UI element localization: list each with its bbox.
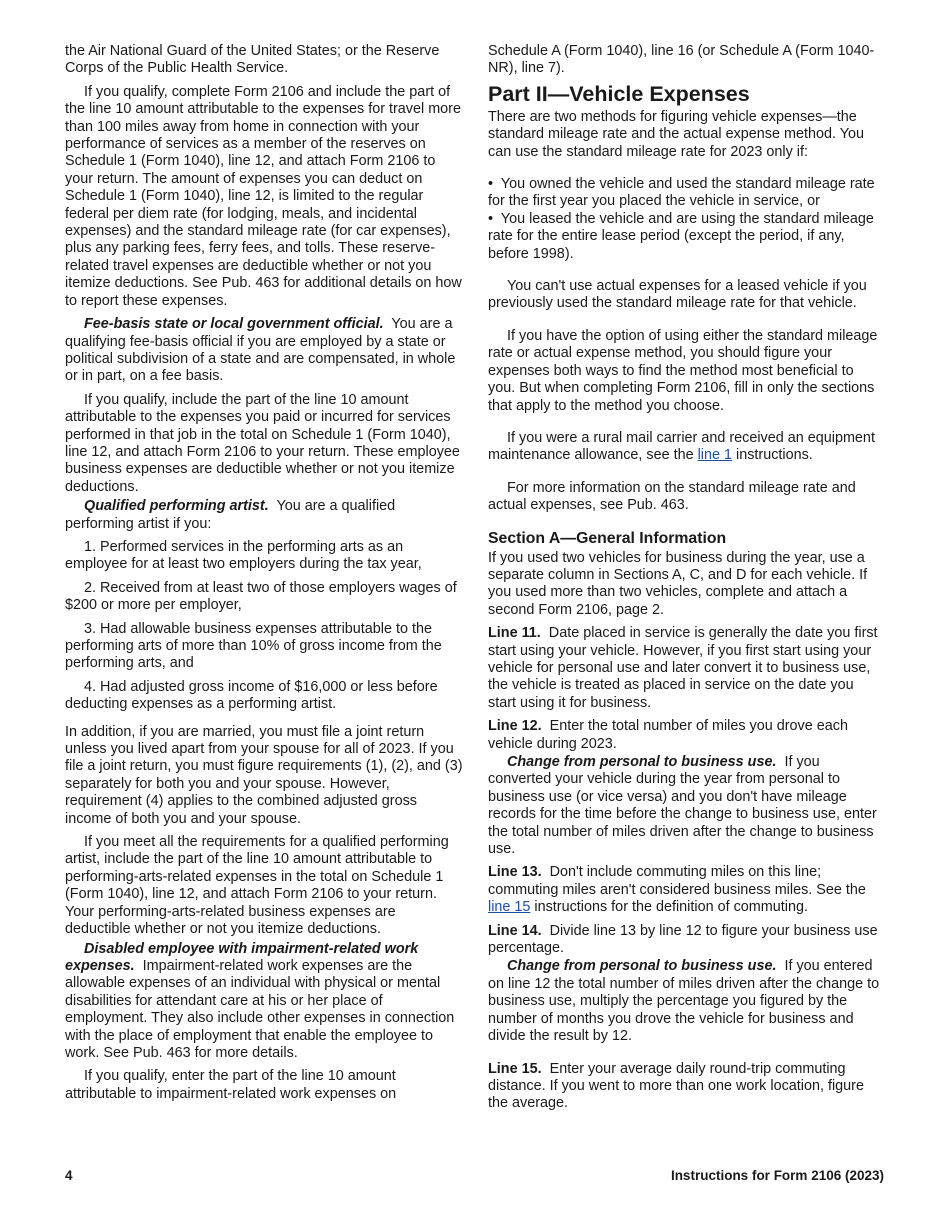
paragraph-line-12 — [488, 718, 884, 753]
paragraph: If you qualify, include the part of the line 10 amount attributable to the expenses you paid or incurred for services performed in that job in the total on Schedule 1 (Form 1040), line 12, and attach Form 2106 to your return. These employee business expenses are deductible whether or not you itemize deductions. — [65, 391, 460, 495]
bullet-item — [488, 211, 884, 263]
paragraph-text: If you were a rural mail carrier and received an equipment maintenance allowance, see the — [488, 429, 875, 464]
paragraph-line-11 — [488, 625, 884, 712]
paragraph: the Air National Guard of the United States; or the Reserve Corps of the Public Health Service. — [65, 43, 440, 77]
paragraph: Schedule A (Form 1040), line 16 (or Schedule A (Form 1040-NR), line 7). — [488, 43, 875, 77]
run-in-heading: Change from personal to business use. — [507, 958, 777, 975]
page-number: 4 — [65, 1168, 73, 1183]
run-in-heading: Change from personal to business use. — [507, 754, 777, 770]
paragraph-text: Impairment-related work expenses are the allowable expenses of an individual with physical or mental disabilities for attendant care at his or her place of employment. They also include other expenses in connection with the place of employment that enable the employee to work. See Pub. 463 for more details. — [65, 957, 455, 1061]
paragraph: If you used two vehicles for business during the year, use a separate column in Sections A, C, and D for each vehicle. If you used more than two vehicles, complete and attach a second Form 2106, page 2. — [488, 549, 868, 618]
paragraph-text: instructions. — [736, 447, 813, 464]
paragraph-text: Enter the total number of miles you drove each vehicle during 2023. — [488, 718, 848, 752]
paragraph: You can't use actual expenses for a leased vehicle if you previously used the standard mileage rate for that vehicle. — [488, 278, 867, 312]
paragraph: If you have the option of using either the standard mileage rate or actual expense method, you should figure your expenses both ways to find the method most beneficial to you. But when completing Form 2106, fill in only the sections that apply to the method you choose. — [488, 327, 878, 414]
paragraph-text: You are a qualified performing artist if you: — [65, 498, 396, 532]
bullet-icon: • — [488, 210, 494, 227]
bullet-icon: • — [488, 176, 494, 193]
run-in-heading: Line 11. — [488, 625, 541, 642]
line-1-link[interactable]: line 1 — [697, 447, 733, 464]
paragraph-text: Date placed in service is generally the date you first start using your vehicle. However, if you first start using your vehicle for personal use and later convert it to business use, the vehicle is treated as placed in service on the date you start using it for business. — [488, 625, 878, 711]
paragraph: There are two methods for figuring vehicle expenses—the standard mileage rate and the actual expense method. You can use the standard mileage rate for 2023 only if: — [488, 108, 865, 160]
section-heading-part-ii: Part II—Vehicle Expenses — [488, 81, 750, 106]
paragraph-line-15 — [488, 1061, 884, 1113]
paragraph-change-business-use — [488, 754, 884, 858]
paragraph-qualified-performing-artist — [65, 498, 463, 533]
paragraph-text: instructions for the definition of commuting. — [534, 899, 808, 916]
paragraph-line-13 — [488, 864, 884, 916]
paragraph-change-business-use — [488, 958, 884, 1045]
paragraph: In addition, if you are married, you must file a joint return unless you lived apart from your spouse for all of 2023. If you file a joint return, you must figure requirements (1), (2), and (3) separately for both you and your spouse. However, requirement (4) applies to the combined adjusted gross income of both you and your spouse. — [65, 723, 463, 827]
paragraph-text: Don't include commuting miles on this line; commuting miles aren't considered business miles. See the — [488, 864, 866, 898]
left-column — [65, 43, 463, 1103]
paragraph: If you qualify, complete Form 2106 and include the part of the line 10 amount attributable to the expenses for travel more than 100 miles away from home in connection with your performance of services as a member of the reserves on Schedule 1 (Form 1040), line 12, and attach Form 2106 to your return. The amount of expenses you can deduct on Schedule 1 (Form 1040), line 12, is limited to the regular federal per diem rate (for lodging, meals, and incidental expenses) and the standard mileage rate (for car expenses), plus any parking fees, ferry fees, and tolls. These reserve-related travel expenses are deductible whether or not you itemize deductions. See Pub. 463 for additional details on how to report these expenses. — [65, 83, 462, 309]
right-column — [488, 43, 884, 1113]
run-in-heading: Disabled employee with impairment-related work expenses. — [65, 940, 419, 974]
paragraph-line-14 — [488, 923, 884, 958]
run-in-heading: Qualified performing artist. — [84, 498, 269, 515]
run-in-heading: Fee-basis state or local government official. — [84, 316, 384, 333]
paragraph-fee-basis — [65, 316, 463, 386]
paragraph-disabled-employee — [65, 941, 463, 1063]
list-item: 1. Performed services in the performing arts as an employee for at least two employers during the tax year, — [65, 538, 422, 573]
paragraph: If you qualify, enter the part of the line 10 amount attributable to impairment-related work expenses on — [65, 1068, 397, 1102]
bullet-item — [488, 176, 884, 211]
list-item: 3. Had allowable business expenses attributable to the performing arts of more than 10% of gross income from the performing arts, and — [65, 620, 442, 672]
list-item: 4. Had adjusted gross income of $16,000 or less before deducting expenses as a performing artist. — [65, 678, 438, 713]
list-item: 2. Received from at least two of those employers wages of $200 or more per employer, — [65, 579, 457, 614]
paragraph: If you meet all the requirements for a qualified performing artist, include the part of the line 10 amount attributable to performing-arts-related expenses in the total on Schedule 1 (Form 1040), line 12, and attach Form 2106 to your return. Your performing-arts-related business expenses are deductible whether or not you itemize deductions. — [65, 834, 449, 938]
document-title: Instructions for Form 2106 (2023) — [670, 1168, 884, 1183]
paragraph: For more information on the standard mileage rate and actual expenses, see Pub. 463. — [488, 479, 856, 514]
paragraph-text: You are a qualifying fee-basis official if you are employed by a state or political subdivision of a state and are compensated, in whole or in part, on a fee basis. — [65, 316, 456, 385]
run-in-heading: Line 12. — [488, 718, 542, 735]
paragraph-text: If you entered on line 12 the total number of miles driven after the change to business use, multiply the percentage you figured by the number of months you drove the vehicle for business and divide the result by 12. — [488, 958, 880, 1045]
bullet-text: You leased the vehicle and are using the standard mileage rate for the entire lease period (except the period, if any, before 1998). — [488, 210, 874, 262]
run-in-heading: Line 14. — [488, 922, 542, 939]
bullet-text: You owned the vehicle and used the standard mileage rate for the first year you placed the vehicle in service, or — [488, 176, 875, 210]
section-heading-section-a: Section A—General Information — [488, 529, 727, 547]
run-in-heading: Line 15. — [488, 1060, 542, 1077]
paragraph-text: Divide line 13 by line 12 to figure your business use percentage. — [488, 922, 878, 957]
line-15-link[interactable]: line 15 — [488, 899, 531, 916]
run-in-heading: Line 13. — [488, 864, 542, 881]
paragraph-text: If you converted your vehicle during the year from personal to business use (or vice versa) and you don't have mileage records for the time before the change to business use, enter the total number of miles driven after the change to business use. — [488, 754, 877, 858]
paragraph-text: Enter your average daily round-trip commuting distance. If you went to more than one work location, figure the average. — [488, 1060, 864, 1112]
paragraph-rural-mail — [488, 430, 884, 465]
